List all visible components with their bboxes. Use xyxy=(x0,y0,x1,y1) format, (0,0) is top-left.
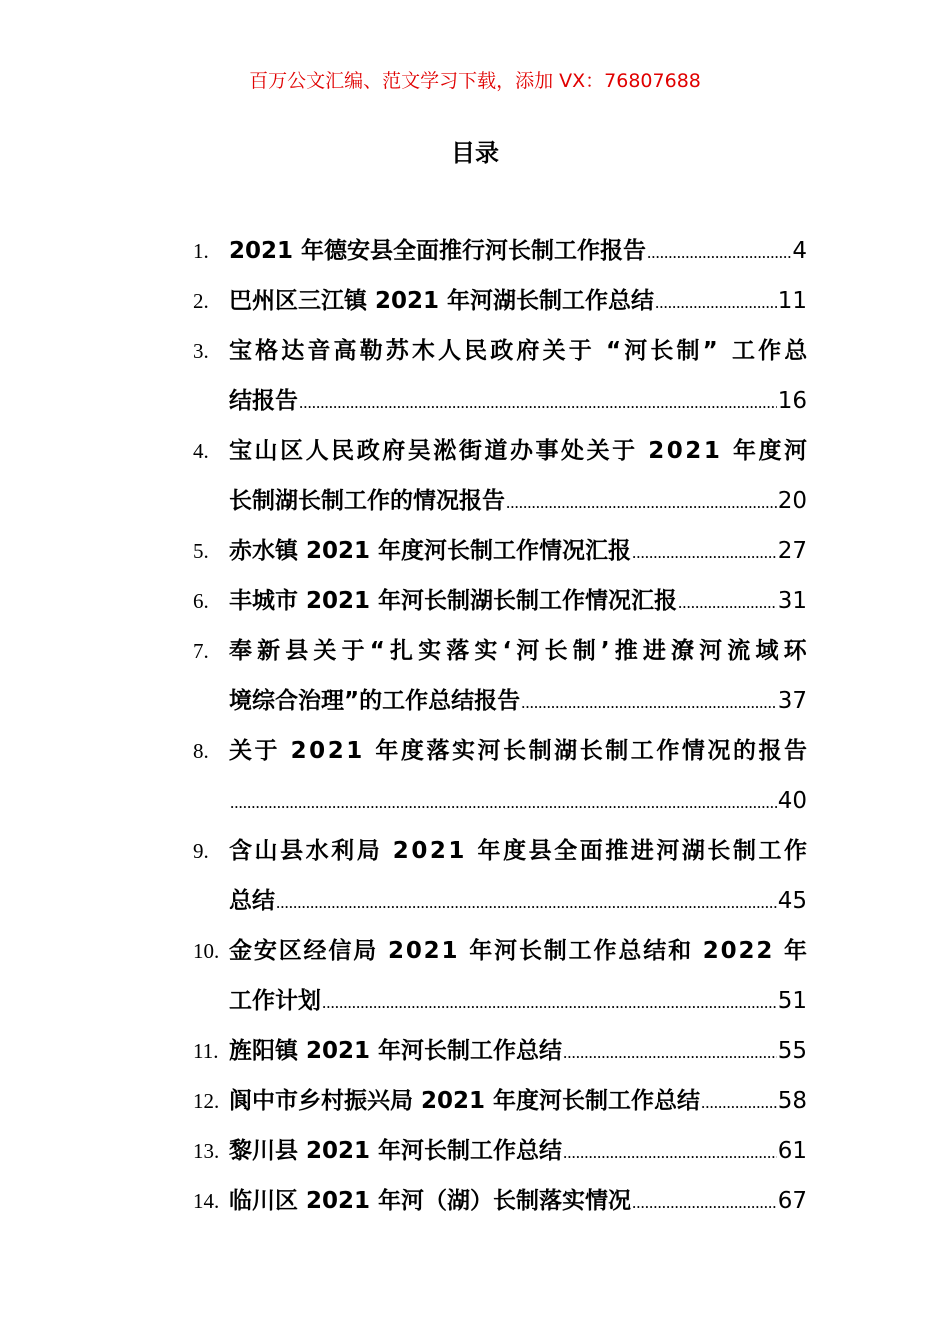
toc-dot-leader xyxy=(230,778,777,828)
toc-entry[interactable] xyxy=(193,576,807,626)
toc-entry-number: 11. xyxy=(193,1039,219,1063)
toc-entry-title: 旌阳镇 2021 年河长制工作总结 xyxy=(229,1038,563,1064)
toc-entry-number: 1. xyxy=(193,239,209,263)
toc-entry[interactable] xyxy=(193,826,810,926)
toc-page-number: 67 xyxy=(777,1188,807,1214)
header-watermark-text: 百万公文汇编、范文学习下载，添加 VX：76807688 xyxy=(249,70,701,92)
toc-page-number: 11 xyxy=(777,288,807,314)
toc-page-number: 45 xyxy=(777,888,807,914)
toc-dot-leader xyxy=(563,1128,777,1178)
toc-dot-leader xyxy=(701,1078,777,1128)
toc-entry-number: 2. xyxy=(193,289,209,313)
toc-dot-leader xyxy=(647,228,791,278)
toc-entry-number: 7. xyxy=(193,639,209,663)
toc-dot-leader xyxy=(506,478,777,528)
toc-dot-leader xyxy=(276,878,777,928)
toc-page-number: 16 xyxy=(777,388,807,414)
toc-entry-number: 12. xyxy=(193,1089,220,1113)
toc-entry[interactable] xyxy=(193,726,810,826)
toc-entry-number: 14. xyxy=(193,1189,220,1213)
toc-page-number: 31 xyxy=(777,588,807,614)
toc-entry[interactable] xyxy=(193,276,807,326)
toc-dot-leader xyxy=(632,1178,777,1228)
page-title: 目录 xyxy=(451,139,499,167)
toc-entry-number: 3. xyxy=(193,339,209,363)
toc-entry-title: 结报告 xyxy=(229,388,298,414)
toc-entry-title: 赤水镇 2021 年度河长制工作情况汇报 xyxy=(229,538,632,564)
toc-entry-title: 工作计划 xyxy=(229,988,321,1014)
toc-dot-leader xyxy=(563,1028,777,1078)
toc-entry-title: 境综合治理”的工作总结报告 xyxy=(229,688,521,714)
toc-page-number: 37 xyxy=(777,688,807,714)
toc-entry-title: 奉新县关于“扎实落实‘河长制’推进潦河流域环 xyxy=(229,638,812,664)
toc-entry-title: 含山县水利局 2021 年度县全面推进河湖长制工作 xyxy=(229,838,810,864)
toc-page-number: 4 xyxy=(792,238,807,264)
toc-entry[interactable] xyxy=(193,526,807,576)
toc-dot-leader xyxy=(632,528,777,578)
toc-entry[interactable] xyxy=(193,626,812,726)
toc-page-number: 40 xyxy=(777,788,807,814)
toc-page-number: 61 xyxy=(777,1138,807,1164)
toc-entry-title: 丰城市 2021 年河长制湖长制工作情况汇报 xyxy=(229,588,678,614)
table-of-contents xyxy=(193,226,812,1226)
toc-entry-title: 长制湖长制工作的情况报告 xyxy=(229,488,505,514)
toc-entry[interactable] xyxy=(193,1126,807,1176)
toc-entry[interactable] xyxy=(193,1076,807,1126)
toc-dot-leader xyxy=(655,278,777,328)
toc-entry[interactable] xyxy=(193,1176,807,1226)
toc-entry[interactable] xyxy=(193,1026,807,1076)
toc-entry-title: 临川区 2021 年河（湖）长制落实情况 xyxy=(229,1188,632,1214)
toc-entry[interactable] xyxy=(193,426,810,526)
toc-entry-number: 9. xyxy=(193,839,209,863)
toc-entry-title: 宝格达音高勒苏木人民政府关于 “河长制” 工作总 xyxy=(229,338,811,364)
toc-entry-title: 总结 xyxy=(229,888,275,914)
toc-entry-title: 巴州区三江镇 2021 年河湖长制工作总结 xyxy=(229,288,655,314)
toc-page-number: 55 xyxy=(777,1038,807,1064)
toc-entry-number: 8. xyxy=(193,739,209,763)
toc-entry-number: 13. xyxy=(193,1139,220,1163)
toc-entry[interactable] xyxy=(193,926,807,1026)
toc-entry-title: 阆中市乡村振兴局 2021 年度河长制工作总结 xyxy=(229,1088,701,1114)
toc-entry[interactable] xyxy=(193,226,807,276)
toc-entry-title: 金安区经信局 2021 年河长制工作总结和 2022 年 xyxy=(229,938,809,964)
toc-page-number: 27 xyxy=(777,538,807,564)
toc-entry-title: 2021 年德安县全面推行河长制工作报告 xyxy=(229,238,647,264)
toc-page-number: 51 xyxy=(777,988,807,1014)
toc-page-number: 58 xyxy=(777,1088,807,1114)
toc-entry-number: 4. xyxy=(193,439,209,463)
toc-entry-title: 宝山区人民政府吴淞街道办事处关于 2021 年度河 xyxy=(229,438,810,464)
toc-page-number: 20 xyxy=(777,488,807,514)
toc-dot-leader xyxy=(521,678,777,728)
toc-dot-leader xyxy=(322,978,777,1028)
toc-entry-number: 5. xyxy=(193,539,209,563)
toc-entry-number: 10. xyxy=(193,939,220,963)
toc-dot-leader xyxy=(299,378,777,428)
toc-entry-number: 6. xyxy=(193,589,209,613)
toc-dot-leader xyxy=(678,578,777,628)
toc-entry[interactable] xyxy=(193,326,811,426)
toc-entry-title: 关于 2021 年度落实河长制湖长制工作情况的报告 xyxy=(229,738,810,764)
toc-entry-title: 黎川县 2021 年河长制工作总结 xyxy=(229,1138,563,1164)
